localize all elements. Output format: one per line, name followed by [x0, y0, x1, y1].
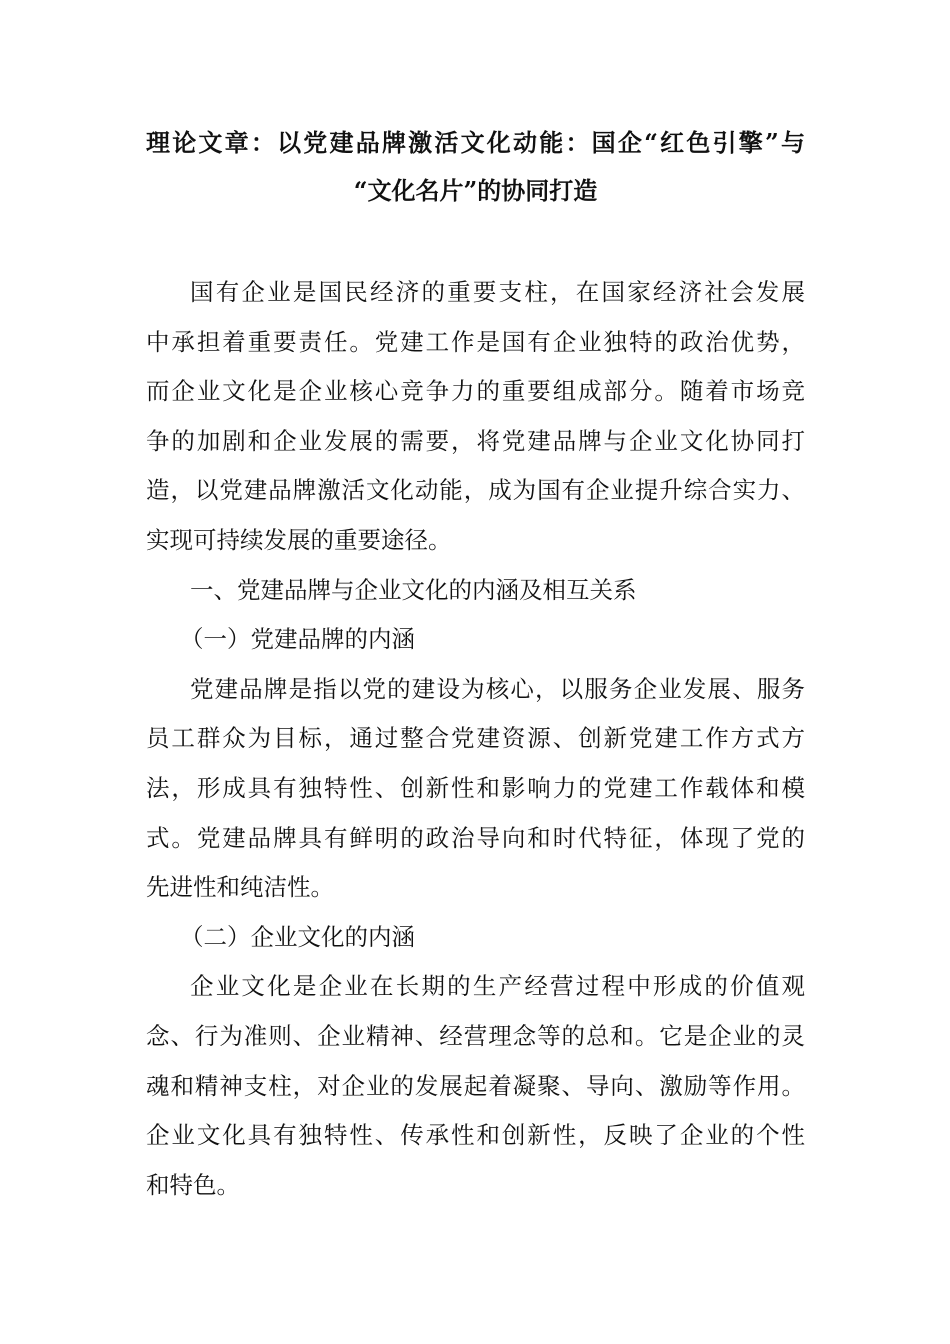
- text-line: 法，形成具有独特性、创新性和影响力的党建工作载体和模: [146, 773, 805, 802]
- text-line: 而企业文化是企业核心竞争力的重要组成部分。随着市场竞: [146, 377, 805, 406]
- text-line: 和特色。: [146, 1170, 240, 1199]
- text-line: 国有企业是国民经济的重要支柱，在国家经济社会发展: [190, 278, 805, 306]
- corporate-culture-paragraph: [146, 962, 805, 1210]
- text-line: 实现可持续发展的重要途径。: [146, 525, 452, 554]
- document-body: [146, 268, 805, 1210]
- text-line: 先进性和纯洁性。: [146, 873, 334, 902]
- subsection-heading-2: （二）企业文化的内涵: [180, 922, 415, 951]
- text-line: 式。党建品牌具有鲜明的政治导向和时代特征，体现了党的: [146, 823, 805, 852]
- document-title-line-1: 理论文章：以党建品牌激活文化动能：国企“红色引擎”与: [146, 128, 805, 157]
- subsection-heading-1: （一）党建品牌的内涵: [180, 625, 415, 654]
- section-heading-1: 一、党建品牌与企业文化的内涵及相互关系: [190, 575, 637, 604]
- text-line: 念、行为准则、企业精神、经营理念等的总和。它是企业的灵: [146, 1021, 805, 1050]
- text-line: 企业文化是企业在长期的生产经营过程中形成的价值观: [190, 972, 805, 1001]
- party-brand-paragraph: [146, 665, 805, 913]
- text-line: 魂和精神支柱，对企业的发展起着凝聚、导向、激励等作用。: [146, 1071, 805, 1100]
- text-line: 争的加剧和企业发展的需要，将党建品牌与企业文化协同打: [146, 426, 805, 455]
- text-line: 员工群众为目标，通过整合党建资源、创新党建工作方式方: [146, 724, 805, 753]
- text-line: 党建品牌是指以党的建设为核心，以服务企业发展、服务: [190, 674, 805, 703]
- intro-paragraph: [146, 268, 805, 566]
- document-title-line-2: “文化名片”的协同打造: [353, 176, 598, 205]
- text-line: 中承担着重要责任。党建工作是国有企业独特的政治优势，: [146, 327, 805, 356]
- text-line: 企业文化具有独特性、传承性和创新性，反映了企业的个性: [146, 1121, 805, 1150]
- text-line: 造，以党建品牌激活文化动能，成为国有企业提升综合实力、: [146, 476, 805, 505]
